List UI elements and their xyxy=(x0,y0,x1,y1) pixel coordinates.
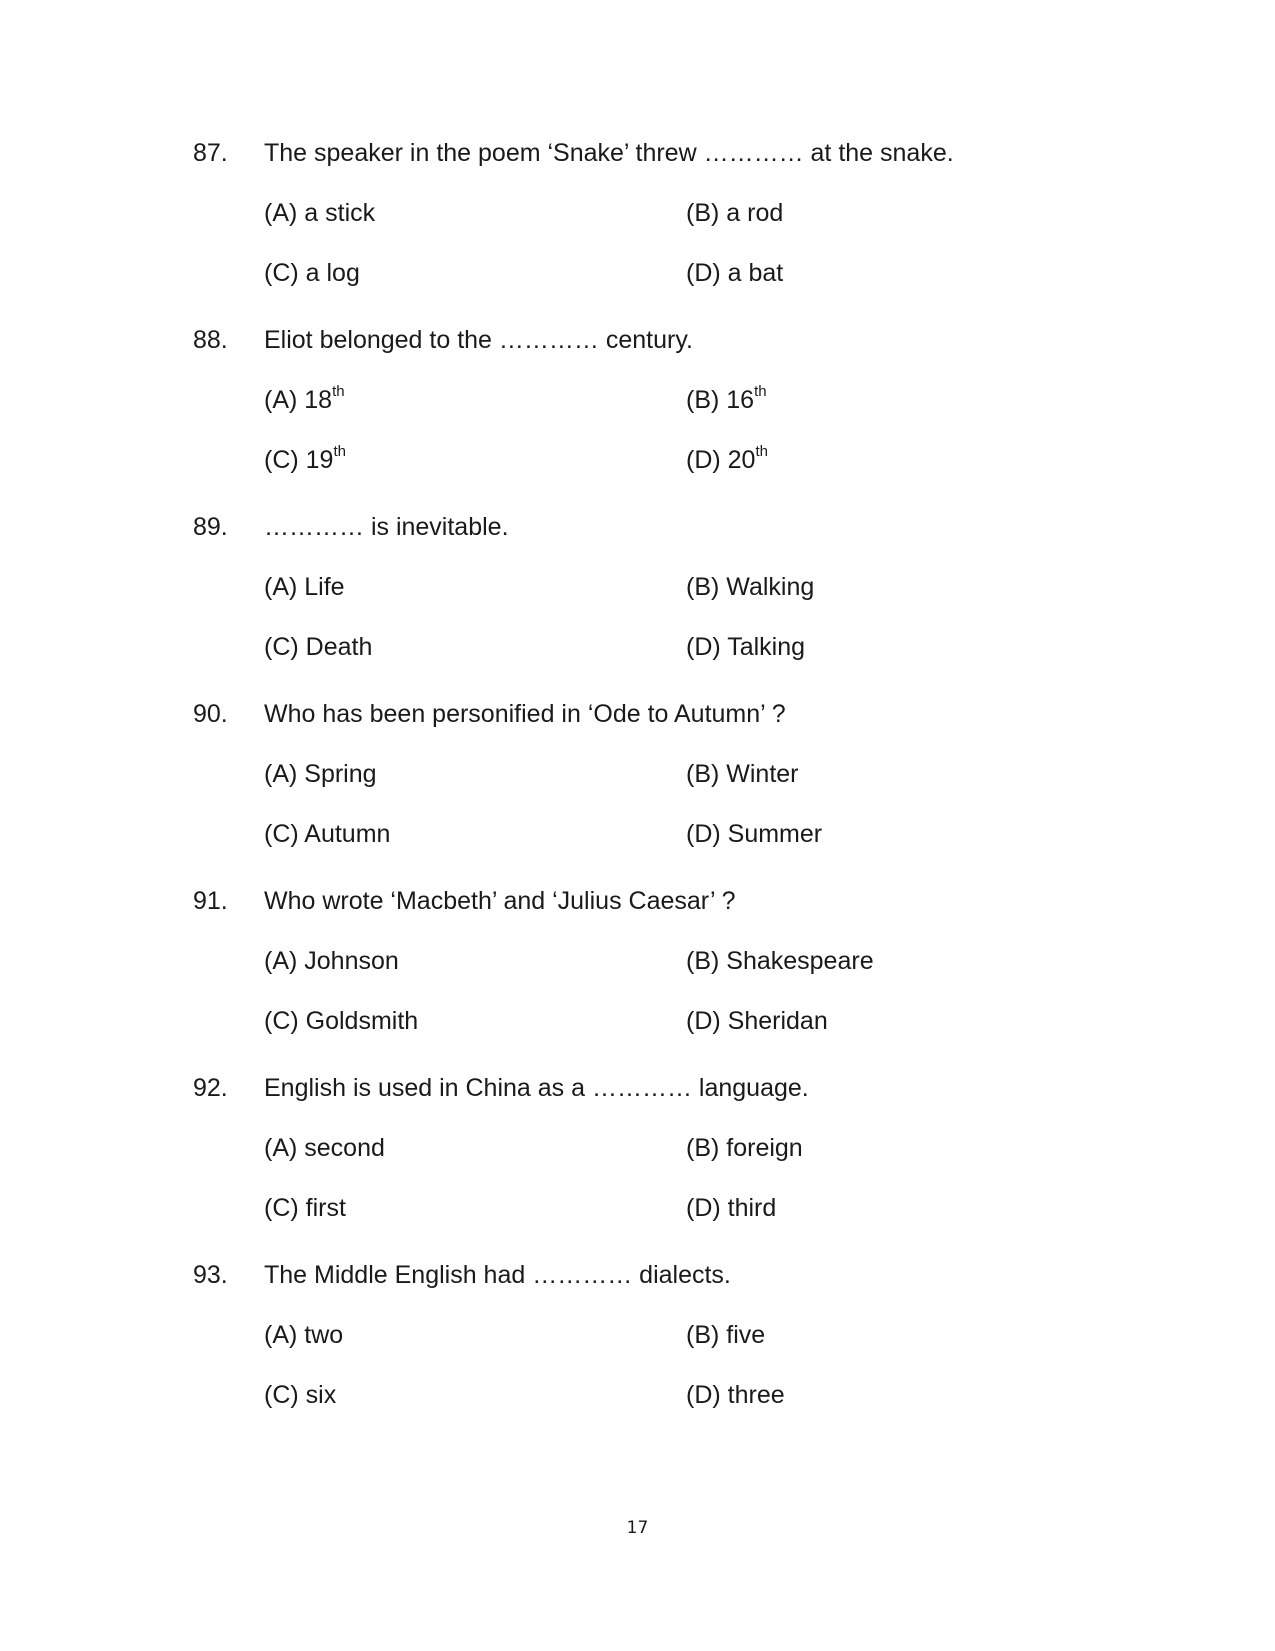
option-c: (C) Goldsmith xyxy=(264,1007,419,1035)
option-d: (D) Sheridan xyxy=(686,1007,828,1035)
question-text: Who wrote ‘Macbeth’ and ‘Julius Caesar’ ? xyxy=(264,887,736,915)
question-92 xyxy=(0,1068,1275,1248)
option-b: (B) five xyxy=(686,1321,766,1349)
question-number: 91. xyxy=(193,887,228,915)
question-text: The speaker in the poem ‘Snake’ threw ………… at the snake. xyxy=(264,139,954,167)
question-90 xyxy=(0,694,1275,874)
option-c: (C) six xyxy=(264,1381,337,1409)
question-text: Eliot belonged to the ………… century. xyxy=(264,326,693,354)
option-c: (C) first xyxy=(264,1194,346,1222)
option-c: (C) Death xyxy=(264,633,373,661)
option-b: (B) foreign xyxy=(686,1134,803,1162)
question-number: 92. xyxy=(193,1074,228,1102)
question-number: 93. xyxy=(193,1261,228,1289)
question-88 xyxy=(0,320,1275,500)
option-b: (B) Walking xyxy=(686,573,815,601)
option-b: (B) Winter xyxy=(686,760,799,788)
question-number: 90. xyxy=(193,700,228,728)
option-d: (D) a bat xyxy=(686,259,784,287)
option-b: (B) Shakespeare xyxy=(686,947,874,975)
option-d: (D) third xyxy=(686,1194,777,1222)
option-b: (B) a rod xyxy=(686,199,784,227)
option-a: (A) Spring xyxy=(264,760,377,788)
option-a: (A) Life xyxy=(264,573,345,601)
option-d: (D) Talking xyxy=(686,633,806,661)
question-text: ………… is inevitable. xyxy=(264,513,509,541)
option-c: (C) 19th xyxy=(264,442,346,474)
question-91 xyxy=(0,881,1275,1061)
page-number: 17 xyxy=(626,1518,649,1538)
option-c: (C) Autumn xyxy=(264,820,391,848)
option-a: (A) 18th xyxy=(264,382,345,414)
option-d: (D) Summer xyxy=(686,820,823,848)
option-c: (C) a log xyxy=(264,259,360,287)
question-text: Who has been personified in ‘Ode to Autumn’ ? xyxy=(264,700,786,728)
question-number: 88. xyxy=(193,326,228,354)
question-87 xyxy=(0,133,1275,313)
option-a: (A) second xyxy=(264,1134,385,1162)
question-89 xyxy=(0,507,1275,687)
option-a: (A) Johnson xyxy=(264,947,399,975)
question-text: The Middle English had ………… dialects. xyxy=(264,1261,731,1289)
option-a: (A) a stick xyxy=(264,199,376,227)
option-d: (D) three xyxy=(686,1381,785,1409)
question-93 xyxy=(0,1255,1275,1435)
option-d: (D) 20th xyxy=(686,442,768,474)
question-number: 87. xyxy=(193,139,228,167)
option-a: (A) two xyxy=(264,1321,344,1349)
question-text: English is used in China as a ………… language. xyxy=(264,1074,809,1102)
question-number: 89. xyxy=(193,513,228,541)
option-b: (B) 16th xyxy=(686,382,767,414)
